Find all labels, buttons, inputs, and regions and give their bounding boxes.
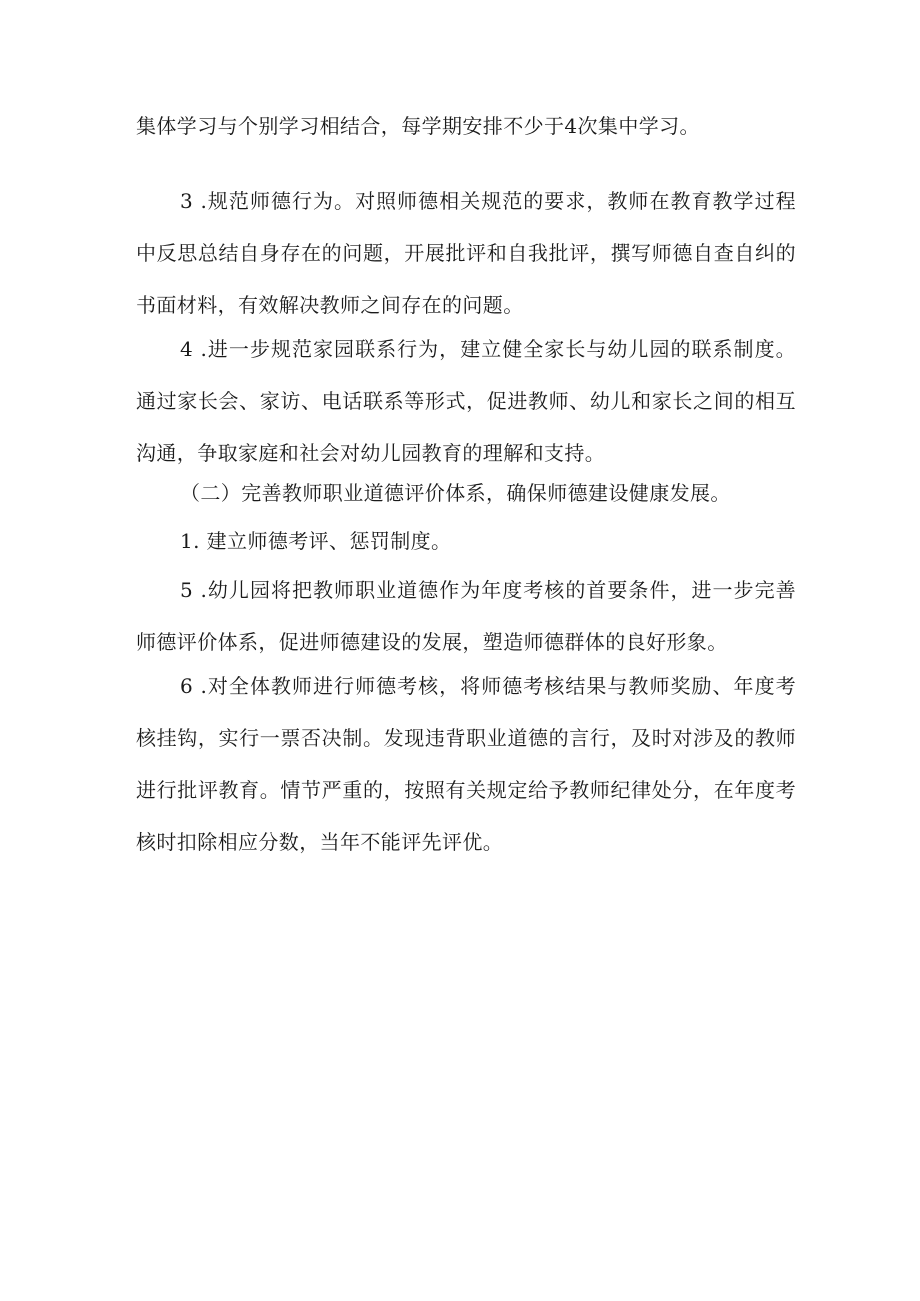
paragraph-item-6-ethics-assessment: 6 .对全体教师进行师德考核，将师德考核结果与教师奖励、年度考核挂钩，实行一票否决制。发现违背职业道德的言行，及时对涉及的教师进行批评教育。情节严重的，按照有关规定给予教师纪律处分，在年度考核时扣除相应分数，当年不能评先评优。 bbox=[136, 674, 796, 854]
paragraph-study-arrangement: 集体学习与个别学习相结合，每学期安排不少于4次集中学习。 bbox=[136, 114, 700, 138]
paragraph-item-1-assessment: 1. 建立师德考评、惩罚制度。 bbox=[180, 529, 452, 553]
section-heading-evaluation-system: （二）完善教师职业道德评价体系，确保师德建设健康发展。 bbox=[180, 481, 731, 505]
paragraph-item-3-conduct: 3 .规范师德行为。对照师德相关规范的要求，教师在教育教学过程中反思总结自身存在的问题，开展批评和自我批评，撰写师德自查自纠的书面材料，有效解决教师之间存在的问题。 bbox=[136, 189, 796, 317]
paragraph-item-4-home-school: 4 .进一步规范家园联系行为，建立健全家长与幼儿园的联系制度。通过家长会、家访、电话联系等形式，促进教师、幼儿和家长之间的相互沟通，争取家庭和社会对幼儿园教育的理解和支持。 bbox=[136, 337, 796, 465]
paragraph-item-5-annual-review: 5 .幼儿园将把教师职业道德作为年度考核的首要条件，进一步完善师德评价体系，促进师德建设的发展，塑造师德群体的良好形象。 bbox=[136, 578, 796, 654]
